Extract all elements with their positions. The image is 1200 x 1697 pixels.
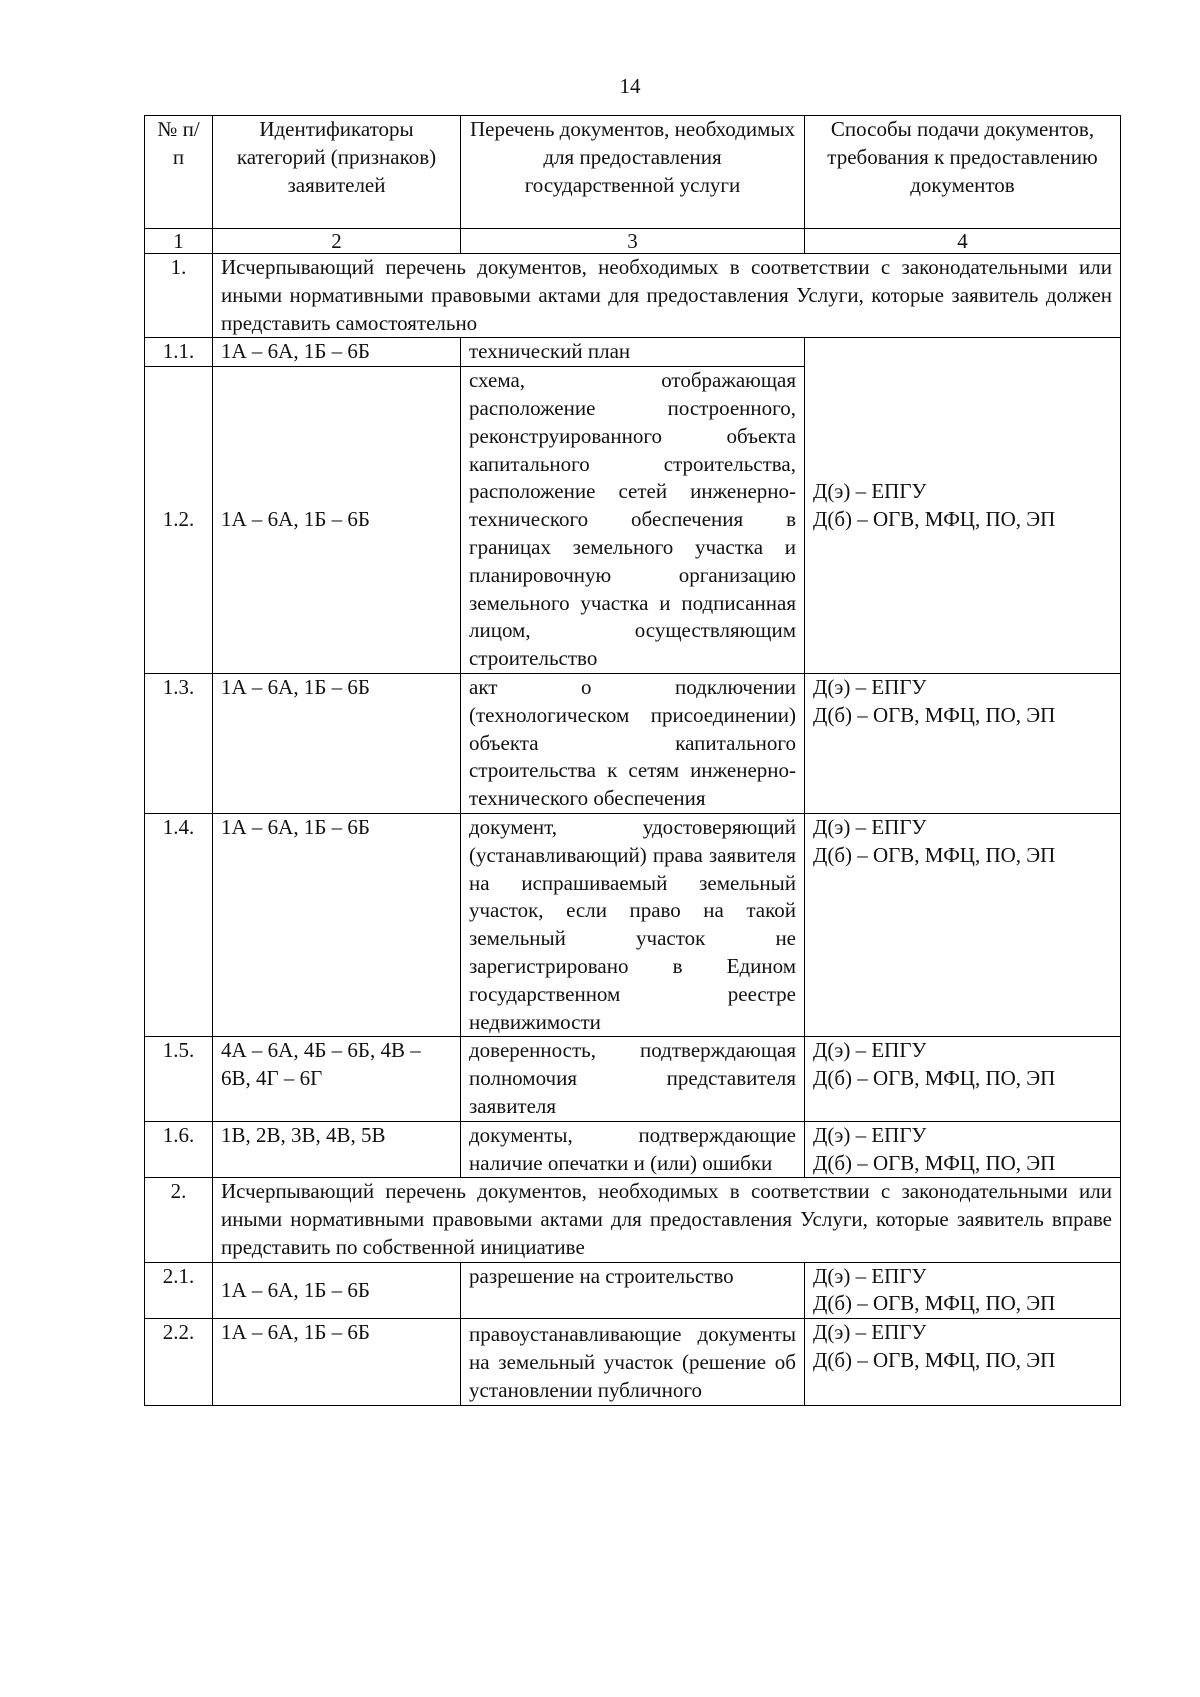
method-electronic: Д(э) – ЕПГУ [813,478,927,503]
method-electronic: Д(э) – ЕПГУ [813,1263,927,1288]
row-document: акт о подключении (технологическом присоединении) объекта капитального строительства к сетям инженерно-технического обеспечения [461,673,805,813]
row-document: правоустанавливающие документы на земельный участок (решение об установлении публичного [461,1319,805,1405]
row-categories: 1А – 6А, 1Б – 6Б [213,1319,461,1405]
method-paper: Д(б) – ОГВ, МФЦ, ПО, ЭП [813,842,1056,867]
header-documents: Перечень документов, необходимых для предоставления государственной услуги [461,116,805,229]
column-number: 1 [145,229,213,254]
section-row [145,254,1121,338]
row-document: доверенность, подтверждающая полномочия представителя заявителя [461,1037,805,1121]
page-number: 14 [619,74,641,98]
row-number: 1.5. [145,1037,213,1121]
row-methods [805,1121,1121,1178]
row-document: документ, удостоверяющий (устанавливающий) права заявителя на испрашиваемый земельный участок, если право на такой земельный участок не зарегистрировано в Едином государственном реестре недвижимости [461,813,805,1036]
row-methods [805,813,1121,1036]
row-number: 1.2. [145,367,213,674]
method-paper: Д(б) – ОГВ, МФЦ, ПО, ЭП [813,506,1056,531]
method-paper: Д(б) – ОГВ, МФЦ, ПО, ЭП [813,1348,1056,1373]
section-number: 2. [145,1178,213,1262]
row-categories: 4А – 6А, 4Б – 6Б, 4В – 6В, 4Г – 6Г [213,1037,461,1121]
row-methods [805,338,1121,674]
column-numbers-row [145,229,1121,254]
row-methods [805,673,1121,813]
method-electronic: Д(э) – ЕПГУ [813,814,927,839]
row-number: 1.1. [145,338,213,367]
row-number: 2.1. [145,1262,213,1319]
row-number: 2.2. [145,1319,213,1405]
row-number: 1.4. [145,813,213,1036]
header-categories: Идентификаторы категорий (признаков) заявителей [213,116,461,229]
row-document: схема, отображающая расположение построенного, реконструированного объекта капитального строительства, расположение сетей инженерно-технического обеспечения в границах земельного участка и планировочную организацию земельного участка и подписанная лицом, осуществляющим строительство [461,367,805,674]
method-electronic: Д(э) – ЕПГУ [813,1122,927,1147]
header-number: № п/п [145,116,213,229]
row-categories: 1А – 6А, 1Б – 6Б [213,338,461,367]
row-number: 1.6. [145,1121,213,1178]
row-document: технический план [461,338,805,367]
row-number: 1.3. [145,673,213,813]
row-methods [805,1037,1121,1121]
row-categories: 1А – 6А, 1Б – 6Б [213,673,461,813]
row-categories: 1А – 6А, 1Б – 6Б [213,1262,461,1319]
row-categories: 1А – 6А, 1Б – 6Б [213,367,461,674]
table-row [145,813,1121,1036]
row-categories: 1В, 2В, 3В, 4В, 5В [213,1121,461,1178]
row-methods [805,1262,1121,1319]
table-row [145,1037,1121,1121]
column-number: 2 [213,229,461,254]
method-paper: Д(б) – ОГВ, МФЦ, ПО, ЭП [813,1150,1056,1175]
table-row [145,1121,1121,1178]
column-number: 4 [805,229,1121,254]
section-number: 1. [145,254,213,338]
section-title: Исчерпывающий перечень документов, необходимых в соответствии с законодательными или иными нормативными правовыми актами для предоставления Услуги, которые заявитель вправе представить по собственной инициативе [213,1178,1121,1262]
header-methods: Способы подачи документов, требования к предоставлению документов [805,116,1121,229]
method-electronic: Д(э) – ЕПГУ [813,674,927,699]
table-row [145,338,1121,367]
row-document: разрешение на строительство [461,1262,805,1319]
documents-table [144,115,1121,1406]
section-title: Исчерпывающий перечень документов, необходимых в соответствии с законодательными или иными нормативными правовыми актами для предоставления Услуги, которые заявитель должен представить самостоятельно [213,254,1121,338]
table-row [145,1262,1121,1319]
method-paper: Д(б) – ОГВ, МФЦ, ПО, ЭП [813,1291,1056,1316]
method-electronic: Д(э) – ЕПГУ [813,1320,927,1345]
row-document: документы, подтверждающие наличие опечатки и (или) ошибки [461,1121,805,1178]
method-paper: Д(б) – ОГВ, МФЦ, ПО, ЭП [813,702,1056,727]
method-electronic: Д(э) – ЕПГУ [813,1038,927,1063]
table-row [145,673,1121,813]
section-row [145,1178,1121,1262]
method-paper: Д(б) – ОГВ, МФЦ, ПО, ЭП [813,1066,1056,1091]
table-row [145,1319,1121,1405]
row-categories: 1А – 6А, 1Б – 6Б [213,813,461,1036]
row-methods [805,1319,1121,1405]
column-number: 3 [461,229,805,254]
table-header-row [145,116,1121,229]
